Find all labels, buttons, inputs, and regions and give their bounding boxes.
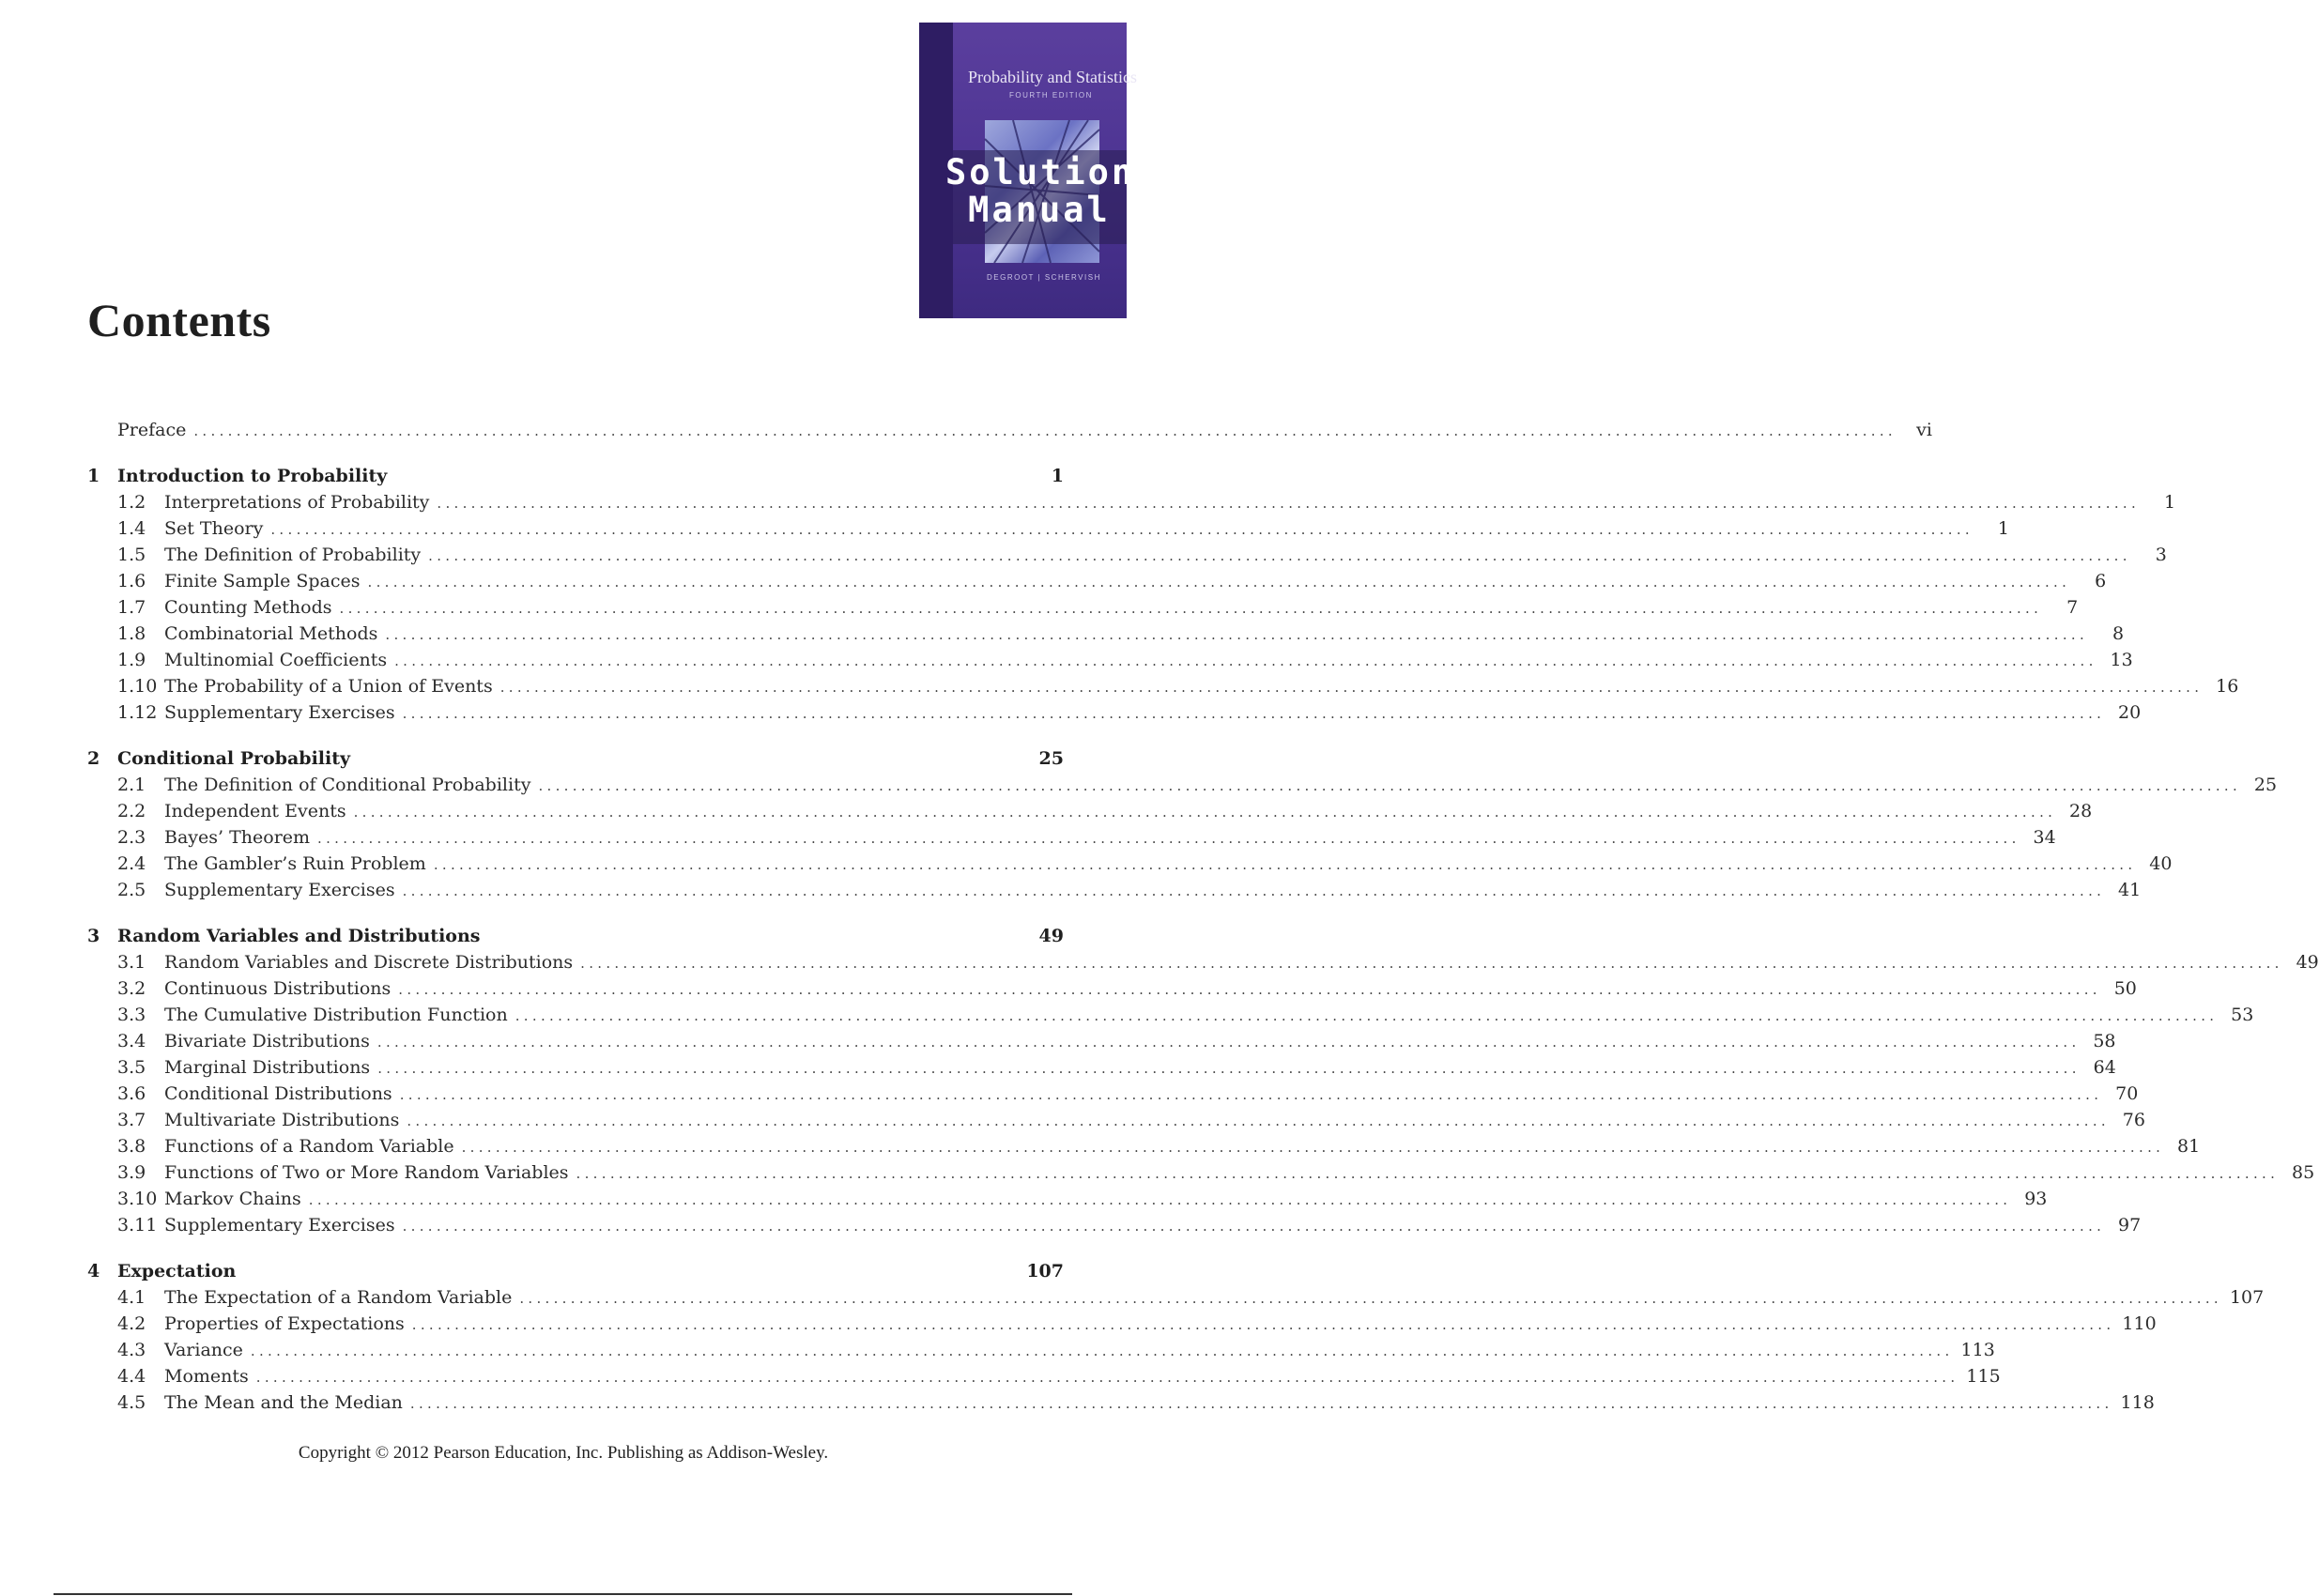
toc-section-row[interactable] — [87, 798, 2093, 824]
toc-section-title: Multinomial Coefficients — [164, 650, 388, 670]
toc-section-number: 2.2 — [117, 801, 146, 821]
toc-leader-dots: ........................................................................................................................................................................................................ — [339, 600, 2043, 617]
toc-preface-row[interactable] — [87, 417, 1932, 443]
toc-section-number: 4.3 — [117, 1340, 146, 1360]
toc-leader-dots: ........................................................................................................................................................................................................ — [461, 1139, 2165, 1156]
toc-section-number: 1.2 — [117, 492, 146, 513]
toc-section-row[interactable] — [87, 1107, 2145, 1133]
toc-section-number: 1.5 — [117, 545, 146, 565]
toc-leader-dots: ........................................................................................................................................................................................................ — [402, 1218, 2106, 1235]
toc-section-number: 1.10 — [117, 676, 158, 697]
toc-leader-dots: ........................................................................................................................................................................................................ — [519, 1290, 2222, 1307]
toc-leader-dots: ........................................................................................................................................................................................................ — [377, 1060, 2081, 1077]
toc-section-title: Functions of Two or More Random Variables — [164, 1162, 569, 1183]
toc-leader-dots: ........................................................................................................................................................................................................ — [193, 422, 1897, 439]
toc-section-page: 16 — [2216, 676, 2239, 697]
toc-section-page: 115 — [1966, 1366, 2001, 1387]
toc-section-title: Moments — [164, 1366, 249, 1387]
toc-leader-dots: ........................................................................................................................................................................................................ — [437, 495, 2141, 512]
toc-section-number: 3.2 — [117, 978, 146, 999]
toc-section-row[interactable] — [87, 1389, 2155, 1416]
toc-section-page: 6 — [2095, 571, 2107, 591]
toc-section-number: 3.8 — [117, 1136, 146, 1157]
toc-leader-dots: ........................................................................................................................................................................................................ — [538, 777, 2242, 794]
toc-section-number: 3.1 — [117, 952, 146, 973]
toc-section-number: 3.3 — [117, 1005, 146, 1025]
toc-leader-dots: ........................................................................................................................................................................................................ — [409, 1395, 2113, 1412]
toc-chapter-title: Expectation — [117, 1261, 237, 1281]
toc-section-row[interactable] — [87, 594, 2079, 621]
toc-section-number: 3.11 — [117, 1215, 158, 1235]
toc-leader-dots: ........................................................................................................................................................................................................ — [576, 1165, 2280, 1182]
toc-chapter-number: 2 — [87, 748, 100, 769]
toc-section-page: 25 — [2253, 775, 2278, 795]
toc-section-row[interactable] — [87, 1133, 2201, 1159]
toc-section-page: 53 — [2231, 1005, 2254, 1025]
toc-preface-title: Preface — [117, 420, 187, 440]
toc-section-number: 1.4 — [117, 518, 146, 539]
toc-section-number: 4.2 — [117, 1313, 146, 1334]
toc-section-number: 1.6 — [117, 571, 146, 591]
toc-section-page: 40 — [2149, 853, 2173, 874]
toc-section-row[interactable] — [87, 542, 2167, 568]
toc-section-page: 107 — [2229, 1287, 2265, 1308]
toc-section-page: 64 — [2093, 1057, 2116, 1078]
toc-leader-dots: ........................................................................................................................................................................................................ — [399, 1086, 2103, 1103]
toc-section-title: Independent Events — [164, 801, 346, 821]
cover-solutions-line: Solutions — [945, 152, 1160, 192]
toc-leader-dots: ........................................................................................................................................................................................................ — [385, 626, 2089, 643]
toc-section-row[interactable] — [87, 1081, 2139, 1107]
toc-section-title: The Cumulative Distribution Function — [164, 1005, 508, 1025]
toc-chapter-page: 25 — [1038, 748, 1064, 769]
toc-section-number: 4.4 — [117, 1366, 146, 1387]
bottom-rule — [54, 1593, 1072, 1595]
toc-section-number: 3.10 — [117, 1189, 158, 1209]
toc-section-page: 97 — [2118, 1215, 2142, 1235]
toc-section-page: 81 — [2177, 1136, 2201, 1157]
toc-section-page: 50 — [2113, 978, 2137, 999]
toc-section-number: 4.5 — [117, 1392, 146, 1413]
toc-section-title: Marginal Distributions — [164, 1057, 371, 1078]
toc-section-page: 85 — [2291, 1162, 2315, 1183]
toc-section-title: Conditional Distributions — [164, 1083, 392, 1104]
toc-section-row[interactable] — [87, 1212, 2142, 1238]
toc-section-title: Functions of a Random Variable — [164, 1136, 454, 1157]
toc-section-page: 8 — [2112, 623, 2125, 644]
toc-section-row[interactable] — [87, 568, 2107, 594]
toc-section-number: 2.3 — [117, 827, 146, 848]
toc-chapter-row[interactable] — [87, 463, 1064, 489]
toc-section-title: Markov Chains — [164, 1189, 301, 1209]
toc-section-page: 118 — [2120, 1392, 2155, 1413]
toc-section-number: 1.9 — [117, 650, 146, 670]
toc-section-row[interactable] — [87, 1054, 2116, 1081]
cover-edition: FOURTH EDITION — [1009, 91, 1093, 100]
toc-section-title: Variance — [164, 1340, 243, 1360]
book-cover-image — [919, 23, 1160, 318]
toc-section-title: Set Theory — [164, 518, 264, 539]
toc-section-page: 28 — [2069, 801, 2093, 821]
toc-section-page: 76 — [2122, 1110, 2145, 1130]
toc-section-row[interactable] — [87, 1311, 2157, 1337]
toc-section-row[interactable] — [87, 489, 2176, 515]
toc-chapter-number: 1 — [87, 466, 100, 486]
toc-section-number: 3.7 — [117, 1110, 146, 1130]
toc-chapter-row[interactable] — [87, 923, 1064, 949]
toc-section-page: 7 — [2066, 597, 2079, 618]
toc-section-title: Bivariate Distributions — [164, 1031, 370, 1051]
toc-section-row[interactable] — [87, 877, 2142, 903]
toc-section-row[interactable] — [87, 1159, 2315, 1186]
toc-leader-dots: ........................................................................................................................................................................................................ — [376, 1034, 2081, 1051]
toc-leader-dots: ........................................................................................................................................................................................................ — [367, 574, 2071, 591]
toc-section-row[interactable] — [87, 1363, 2001, 1389]
toc-chapter-number: 3 — [87, 926, 100, 946]
toc-section-number: 3.4 — [117, 1031, 146, 1051]
toc-section-page: 3 — [2155, 545, 2167, 565]
toc-leader-dots: ........................................................................................................................................................................................................ — [433, 856, 2137, 873]
toc-section-title: Continuous Distributions — [164, 978, 392, 999]
toc-section-row[interactable] — [87, 975, 2137, 1002]
toc-chapter-title: Conditional Probability — [117, 748, 351, 769]
toc-leader-dots: ........................................................................................................................................................................................................ — [394, 652, 2097, 669]
toc-section-page: 1 — [2163, 492, 2176, 513]
toc-section-row[interactable] — [87, 1028, 2116, 1054]
cover-solutions-manual — [945, 152, 1160, 230]
cover-manual-line: Manual — [968, 190, 1111, 230]
toc-section-page: 58 — [2093, 1031, 2116, 1051]
toc-section-number: 3.5 — [117, 1057, 146, 1078]
toc-section-page: 34 — [2033, 827, 2056, 848]
toc-section-title: Supplementary Exercises — [164, 880, 395, 900]
toc-section-page: 93 — [2024, 1189, 2048, 1209]
toc-section-row[interactable] — [87, 949, 2319, 975]
toc-section-title: Multivariate Distributions — [164, 1110, 400, 1130]
toc-section-title: The Mean and the Median — [164, 1392, 403, 1413]
toc-section-number: 2.5 — [117, 880, 146, 900]
toc-section-title: Supplementary Exercises — [164, 1215, 395, 1235]
toc-section-title: Bayes’ Theorem — [164, 827, 311, 848]
toc-section-title: The Definition of Probability — [164, 545, 422, 565]
toc-section-number: 1.12 — [117, 702, 158, 723]
toc-section-row[interactable] — [87, 1002, 2254, 1028]
toc-leader-dots: ........................................................................................................................................................................................................ — [514, 1007, 2219, 1024]
toc-leader-dots: ........................................................................................................................................................................................................ — [407, 1113, 2110, 1129]
table-of-contents — [87, 417, 2319, 1416]
toc-section-title: Interpretations of Probability — [164, 492, 430, 513]
toc-leader-dots: ........................................................................................................................................................................................................ — [353, 804, 2057, 821]
toc-section-row[interactable] — [87, 647, 2133, 673]
toc-section-number: 1.8 — [117, 623, 146, 644]
toc-section-title: Properties of Expectations — [164, 1313, 405, 1334]
toc-section-number: 2.1 — [117, 775, 146, 795]
toc-section-page: 41 — [2118, 880, 2142, 900]
toc-section-page: 110 — [2122, 1313, 2157, 1334]
cover-authors: DEGROOT | SCHERVISH — [987, 273, 1101, 282]
toc-preface-page: vi — [1916, 420, 1932, 440]
toc-section-row[interactable] — [87, 621, 2125, 647]
toc-leader-dots: ........................................................................................................................................................................................................ — [402, 882, 2106, 899]
toc-leader-dots: ........................................................................................................................................................................................................ — [270, 521, 1973, 538]
toc-chapter-row[interactable] — [87, 1258, 1064, 1284]
toc-section-title: The Gambler’s Ruin Problem — [164, 853, 426, 874]
toc-section-title: Random Variables and Discrete Distributions — [164, 952, 574, 973]
toc-chapter-row[interactable] — [87, 745, 1064, 772]
toc-section-row[interactable] — [87, 851, 2173, 877]
toc-chapter-number: 4 — [87, 1261, 100, 1281]
toc-section-title: Supplementary Exercises — [164, 702, 395, 723]
toc-section-row[interactable] — [87, 1337, 1995, 1363]
toc-section-page: 1 — [1997, 518, 2009, 539]
toc-section-number: 3.9 — [117, 1162, 146, 1183]
toc-chapter-page: 107 — [1026, 1261, 1064, 1281]
toc-section-page: 113 — [1960, 1340, 1995, 1360]
toc-chapter-page: 49 — [1038, 926, 1064, 946]
copyright-notice: Copyright © 2012 Pearson Education, Inc. Publishing as Addison-Wesley. — [298, 1443, 829, 1463]
toc-section-title: Finite Sample Spaces — [164, 571, 361, 591]
toc-section-row[interactable] — [87, 515, 2009, 542]
toc-chapter-title: Random Variables and Distributions — [117, 926, 481, 946]
toc-section-page: 13 — [2110, 650, 2133, 670]
toc-section-row[interactable] — [87, 824, 2056, 851]
toc-section-title: The Expectation of a Random Variable — [164, 1287, 513, 1308]
toc-leader-dots: ........................................................................................................................................................................................................ — [411, 1316, 2115, 1333]
toc-leader-dots: ........................................................................................................................................................................................................ — [428, 547, 2131, 564]
toc-section-title: Combinatorial Methods — [164, 623, 378, 644]
toc-leader-dots: ........................................................................................................................................................................................................ — [255, 1369, 1959, 1386]
toc-section-page: 70 — [2115, 1083, 2139, 1104]
toc-leader-dots: ........................................................................................................................................................................................................ — [398, 981, 2101, 998]
toc-section-row[interactable] — [87, 772, 2278, 798]
toc-section-number: 3.6 — [117, 1083, 146, 1104]
toc-chapter-page: 1 — [1051, 466, 1064, 486]
toc-section-row[interactable] — [87, 1186, 2048, 1212]
toc-section-row[interactable] — [87, 1284, 2265, 1311]
toc-section-page: 20 — [2118, 702, 2142, 723]
toc-section-row[interactable] — [87, 673, 2239, 699]
toc-leader-dots: ........................................................................................................................................................................................................ — [499, 679, 2204, 696]
toc-section-title: Counting Methods — [164, 597, 332, 618]
toc-section-number: 1.7 — [117, 597, 146, 618]
toc-section-page: 49 — [2296, 952, 2319, 973]
toc-leader-dots: ........................................................................................................................................................................................................ — [308, 1191, 2012, 1208]
toc-chapter-title: Introduction to Probability — [117, 466, 388, 486]
page-title: Contents — [87, 294, 271, 346]
toc-leader-dots: ........................................................................................................................................................................................................ — [250, 1343, 1954, 1359]
toc-section-title: The Probability of a Union of Events — [164, 676, 493, 697]
toc-leader-dots: ........................................................................................................................................................................................................ — [580, 955, 2283, 972]
toc-section-number: 2.4 — [117, 853, 146, 874]
toc-section-number: 4.1 — [117, 1287, 146, 1308]
toc-section-title: The Definition of Conditional Probability — [164, 775, 531, 795]
toc-section-row[interactable] — [87, 699, 2142, 726]
cover-title: Probability and Statistics — [968, 68, 1137, 86]
toc-leader-dots: ........................................................................................................................................................................................................ — [402, 705, 2106, 722]
toc-leader-dots: ........................................................................................................................................................................................................ — [317, 830, 2020, 847]
